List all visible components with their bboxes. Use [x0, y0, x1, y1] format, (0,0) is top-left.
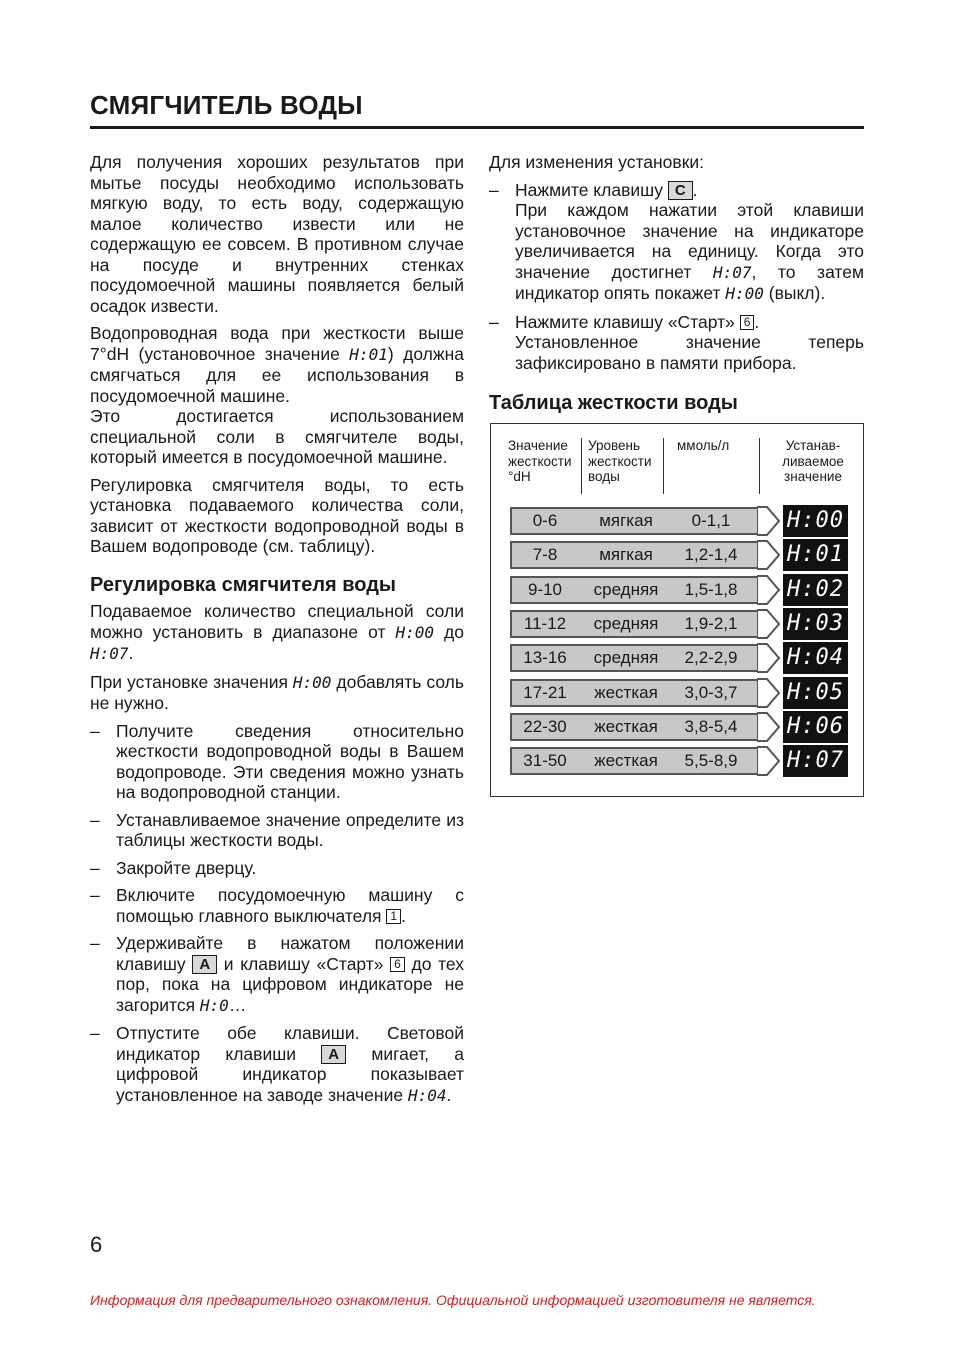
cell-mmol: 1,2-1,4 [684, 545, 738, 564]
cell-dh: 9-10 [527, 580, 563, 599]
cell-setting-display: H:06 [783, 711, 848, 743]
cell-dh: 0-6 [532, 511, 558, 530]
row-arrow-icon [757, 539, 781, 571]
change-steps-list [489, 180, 864, 374]
row-arrow-icon [757, 745, 781, 777]
cell-level: жесткая [594, 751, 658, 770]
cell-dh: 22-30 [523, 717, 567, 736]
footer-disclaimer: Информация для предварительного ознакомления. Официальной информацией изготовителя не является. [90, 1292, 816, 1308]
hardness-table [490, 423, 864, 797]
start-key-number: 6 [390, 957, 405, 972]
no-salt-paragraph: При установке значения H:00 добавлять соль не нужно. [90, 671, 464, 713]
cell-level: средняя [593, 580, 659, 599]
title-rule [90, 126, 864, 129]
list-item: – Закройте дверцу. [90, 857, 257, 878]
code-h01: H:01 [349, 344, 388, 364]
header-divider [759, 438, 760, 494]
cell-setting-display: H:00 [783, 505, 848, 537]
section-heading-adjust: Регулировка смягчителя воды [90, 573, 397, 596]
cell-mmol: 1,9-2,1 [684, 614, 738, 633]
row-arrow-icon [757, 574, 781, 606]
header-level: Уровень жесткости воды [588, 438, 652, 484]
cell-dh: 11-12 [523, 614, 567, 633]
change-intro: Для изменения установки: [489, 152, 704, 172]
row-arrow-icon [757, 642, 781, 674]
cell-dh: 17-21 [523, 683, 567, 702]
list-item: – Нажмите клавишу C . При каждом нажатии этой клавиши установочное значение на индикаторе увеличивается на единицу. Когда это значение достигнет H:07, то затем индикатор опять покажет H:00 (выкл). [489, 179, 865, 303]
salt-paragraph: Это достигается использованием специальной соли в смягчителе воды, который имеется в посудомоечной машине. [90, 406, 464, 467]
adjust-paragraph: Регулировка смягчителя воды, то есть установка подаваемого количества соли, зависит от жесткости водопроводной воды в Вашем водопроводе (см. таблицу). [90, 474, 464, 556]
page-number: 6 [90, 1232, 103, 1257]
cell-mmol: 5,5-8,9 [684, 751, 738, 770]
cell-mmol: 0-1,1 [691, 511, 731, 530]
cell-setting-display: H:07 [783, 745, 848, 777]
cell-mmol: 3,8-5,4 [684, 717, 738, 736]
cell-mmol: 1,5-1,8 [684, 580, 738, 599]
section-heading-table: Таблица жесткости воды [489, 392, 738, 414]
range-paragraph: Подаваемое количество специальной соли можно установить в диапазоне от H:00 до H:07. [90, 601, 464, 663]
cell-dh: 7-8 [532, 545, 558, 564]
list-item: – Отпустите обе клавиши. Световой индикатор клавиши A мигает, а цифровой индикатор показывает установленное на заводе значение H:04. [90, 1023, 464, 1105]
main-switch-number: 1 [386, 909, 401, 924]
list-item: – Включите посудомоечную машину с помощью главного выключателя 1 . [90, 885, 464, 926]
cell-mmol: 3,0-3,7 [684, 683, 738, 702]
cell-setting-display: H:03 [783, 608, 848, 640]
row-arrow-icon [757, 608, 781, 640]
list-item: – Удерживайте в нажатом положении клавишу A и клавишу «Старт» 6 до тех пор, пока на цифровом индикаторе не загорится H:0… [90, 933, 464, 1015]
row-arrow-icon [757, 711, 781, 743]
left-column [90, 152, 464, 1113]
key-c-icon: C [668, 181, 693, 200]
hardness-paragraph: Водопроводная вода при жесткости выше 7°dH (установочное значение H:01) должна смягчаться для ее использования в посудомоечной машине. [90, 323, 464, 406]
cell-setting-display: H:04 [783, 642, 848, 674]
cell-setting-display: H:02 [783, 574, 848, 606]
cell-dh: 13-16 [523, 648, 567, 667]
cell-level: средняя [593, 614, 659, 633]
cell-mmol: 2,2-2,9 [684, 648, 738, 667]
right-column [489, 152, 864, 420]
cell-dh: 31-50 [523, 751, 567, 770]
header-mmol: ммоль/л [677, 438, 730, 453]
cell-level: мягкая [599, 511, 653, 530]
header-divider [581, 438, 582, 494]
cell-level: жесткая [594, 717, 658, 736]
cell-level: средняя [593, 648, 659, 667]
header-hardness: Значение жесткости °dH [508, 438, 572, 484]
cell-level: жесткая [594, 683, 658, 702]
row-arrow-icon [757, 677, 781, 709]
start-key-number: 6 [740, 315, 755, 330]
header-setting: Устанав-ливаемое значение [782, 438, 844, 484]
list-item: – Устанавливаемое значение определите из таблицы жесткости воды. [90, 809, 464, 850]
cell-level: мягкая [599, 545, 653, 564]
steps-list [90, 721, 464, 1107]
key-a-icon: A [192, 955, 217, 974]
list-item: – Нажмите клавишу «Старт» 6 . Установленное значение теперь зафиксировано в памяти прибора. [489, 311, 864, 373]
row-arrow-icon [757, 505, 781, 537]
key-a-icon: A [321, 1045, 346, 1064]
cell-setting-display: H:05 [783, 677, 848, 709]
page-title: СМЯГЧИТЕЛЬ ВОДЫ [90, 90, 363, 120]
intro-paragraph: Для получения хороших результатов при мытье посуды необходимо использовать мягкую воду, то есть воду, содержащую малое количество извести или не содержащую ее совсем. В противном случае на посуде и внутренних стенках посудомоечной машины появляется белый осадок извести. [90, 152, 464, 316]
list-item: – Получите сведения относительно жесткости водопроводной воды в Вашем водопроводе. Эти сведения можно узнать на водопроводной станции. [90, 720, 464, 802]
header-divider [663, 438, 664, 494]
cell-setting-display: H:01 [783, 539, 848, 571]
